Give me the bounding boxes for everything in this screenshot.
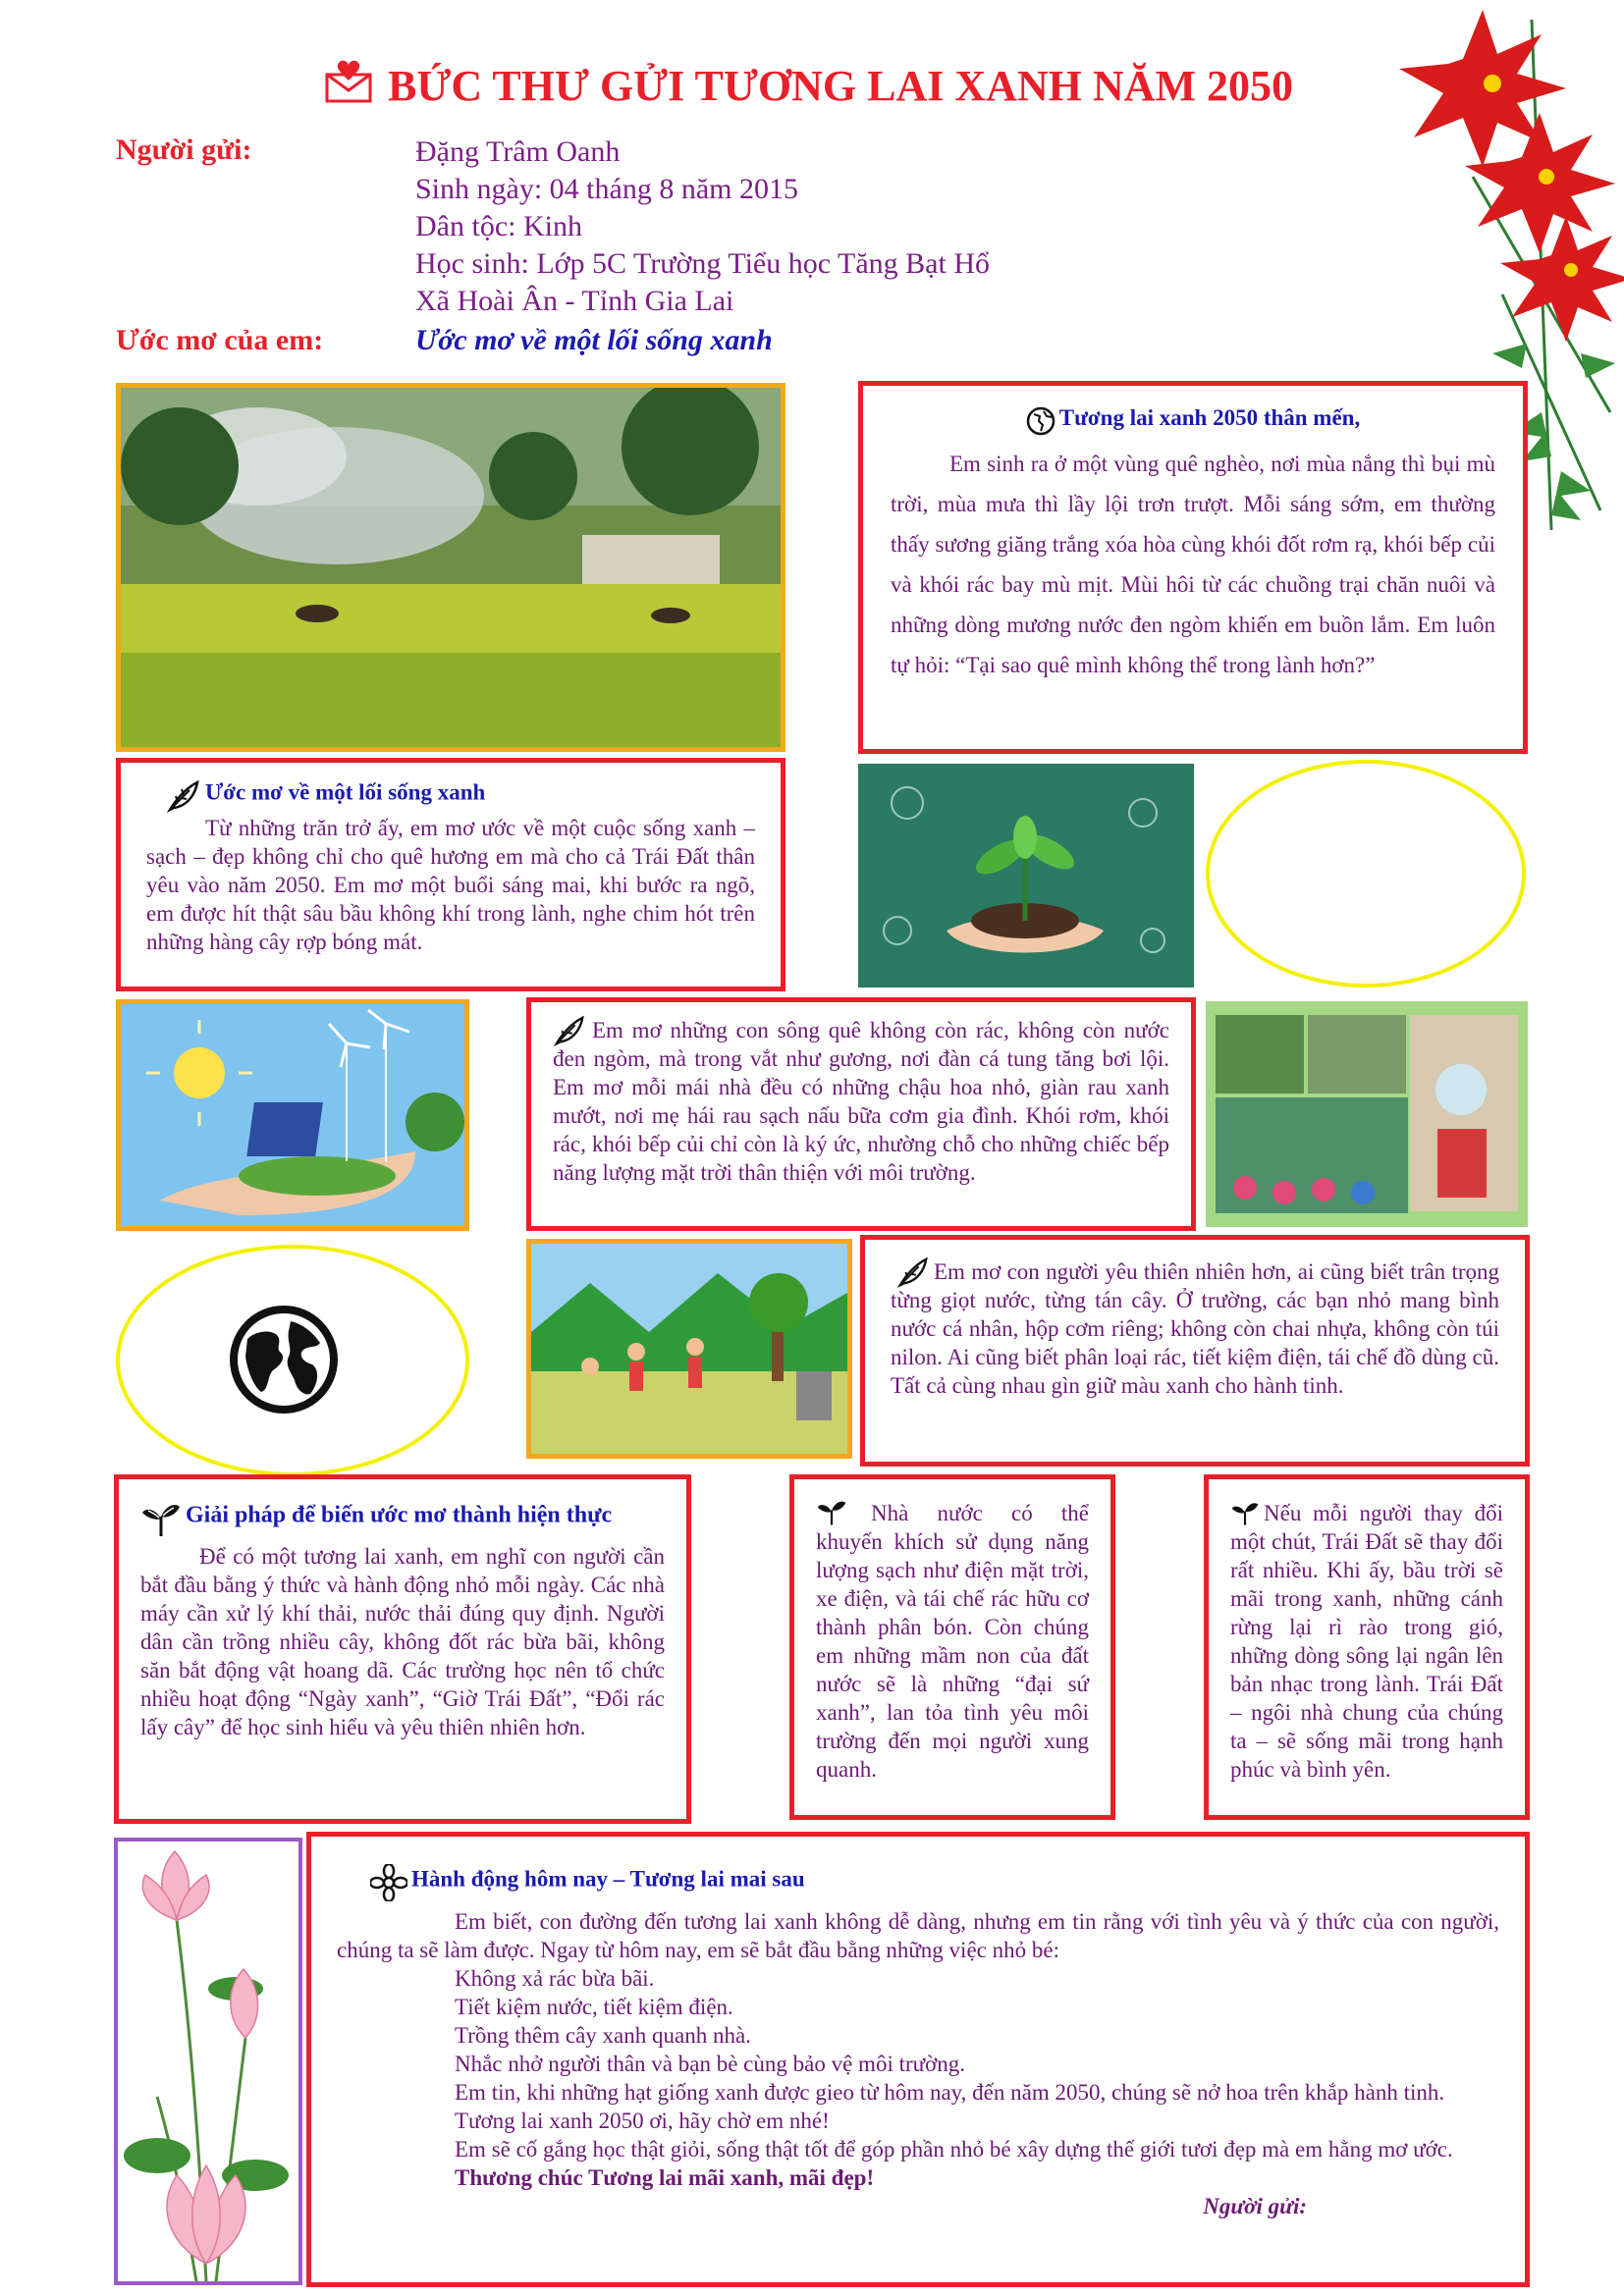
- change-box: [1204, 1474, 1530, 1820]
- garden-collage-image: [1206, 1001, 1528, 1227]
- sprout-icon: [140, 1499, 182, 1538]
- globe-icon: [1026, 406, 1056, 436]
- sender-info: [415, 133, 990, 320]
- state-box-text: Nhà nước có thể khuyến khích sử dụng năng lượng sạch như điện mặt trời, xe điện, và tái chế rác hữu cơ thành phân bón. Còn chúng em những mầm non của đất nước sẽ là những “đại sứ xanh”, lan tỏa tình yêu môi trường đến mọi người xung quanh.: [816, 1501, 1089, 1782]
- list-item: Em tin, khi những hạt giống xanh được gieo từ hôm nay, đến năm 2050, chúng sẽ nở hoa trên khắp hành tinh.: [455, 2080, 1445, 2105]
- river-box-text: Em mơ những con sông quê không còn rác, không còn nước đen ngòm, mà trong vắt như gương, nơi đàn cá tung tăng bơi lội. Em mơ mỗi mái nhà đều có những chậu hoa nhỏ, giàn rau xanh mướt, nơi mẹ hái rau sạch nấu bữa cơm gia đình. Khói rơm, khói rác, khói bếp củi chỉ còn là ký ức, nhường chỗ cho những chiếc bếp năng lượng mặt trời thân thiện với môi trường.: [553, 1018, 1169, 1185]
- sender-birth: Sinh ngày: 04 tháng 8 năm 2015: [415, 173, 798, 205]
- sender-ethnicity: Dân tộc: Kinh: [415, 210, 582, 242]
- dream-box: [116, 758, 785, 991]
- action-heading: Hành động hôm nay – Tương lai mai sau: [411, 1866, 805, 1892]
- list-item: Nhắc nhở người thân và bạn bè cùng bảo vệ môi trường.: [455, 2052, 966, 2076]
- letter-greeting: Tương lai xanh 2050 thân mến,: [1058, 405, 1361, 430]
- list-item: Tương lai xanh 2050 ơi, hãy chờ em nhé!: [455, 2109, 830, 2133]
- people-box-text: Em mơ con người yêu thiên nhiên hơn, ai cũng biết trân trọng từng giọt nước, từng tán cây. Ở trường, các bạn nhỏ mang bình nước cá nhân, hộp cơm riêng; không còn chai nhựa, không còn túi nilon. Ai cũng biết phân loại rác, tiết kiệm điện, tái chế đồ dùng cũ. Tất cả cùng nhau gìn giữ màu xanh cho hành tinh.: [891, 1259, 1499, 1398]
- river-box-body: [553, 1016, 1169, 1187]
- sender-address: Xã Hoài Ân - Tỉnh Gia Lai: [415, 285, 734, 317]
- list-item: Không xả rác bừa bãi.: [455, 1966, 655, 1991]
- sender-school: Học sinh: Lớp 5C Trường Tiểu học Tăng Bạt Hổ: [415, 247, 990, 280]
- change-box-text: Nếu mỗi người thay đổi một chút, Trái Đất sẽ thay đổi rất nhiều. Khi ấy, bầu trời sẽ mãi trong xanh, những cánh rừng lại rì rào trong gió, những dòng sông lại ngân lên bản nhạc trong lành. Trái Đất – ngôi nhà chung của chúng ta – sẽ sống mãi trong hạnh phúc và bình yên.: [1230, 1501, 1503, 1782]
- list-item: Tiết kiệm nước, tiết kiệm điện.: [455, 1995, 733, 2019]
- state-box-body: [816, 1499, 1089, 1784]
- solar-wind-image: [116, 999, 469, 1231]
- river-box: [526, 997, 1196, 1231]
- people-box: [860, 1235, 1530, 1467]
- action-intro: Em biết, con đường đến tương lai xanh không dễ dàng, nhưng em tin rằng với tình yêu và ý thức của con người, chúng ta sẽ làm được. Ngay từ hôm nay, em sẽ bắt đầu bằng những việc nhỏ bé:: [337, 1909, 1499, 1962]
- page-title: BỨC THƯ GỬI TƯƠNG LAI XANH NĂM 2050: [388, 62, 1293, 110]
- yellow-oval-globe-frame: [116, 1245, 469, 1476]
- leaf-icon: [166, 778, 201, 814]
- list-item: Em sẽ cố gắng học thật giỏi, sống thật tốt để góp phần nhỏ bé xây dựng thế giới tươi đẹp mà em hằng mơ ước.: [455, 2137, 1453, 2162]
- dream-value: Ước mơ về một lối sống xanh: [415, 324, 773, 356]
- plant-hands-image: [858, 764, 1194, 988]
- dream-label: Ước mơ của em:: [116, 324, 324, 356]
- letter-body: Em sinh ra ở một vùng quê nghèo, nơi mùa nắng thì bụi mù trời, mùa mưa thì lầy lội trơn trượt. Mỗi sáng sớm, em thường thấy sương giăng trắng xóa hòa cùng khói đốt rơm rạ, khói bếp củi và khói rác bay mù mịt. Mùi hôi từ các chuồng trại chăn nuôi và những dòng mương nước đen ngòm khiến em buồn lắm. Em luôn tự hỏi: “Tại sao quê mình không thể trong lành hơn?”: [891, 452, 1495, 678]
- letter-intro-box: [858, 381, 1528, 754]
- change-box-body: [1230, 1499, 1503, 1784]
- list-item: Trồng thêm cây xanh quanh nhà.: [455, 2023, 751, 2048]
- people-box-body: [891, 1257, 1499, 1400]
- action-box: [306, 1832, 1530, 2287]
- action-list: [337, 1964, 1499, 2192]
- sprout-icon: [816, 1497, 847, 1526]
- sender-name: Đặng Trâm Oanh: [415, 135, 621, 168]
- solution-box: [114, 1474, 691, 1824]
- flower-icon: [370, 1864, 407, 1901]
- rice-field-image: [116, 383, 785, 752]
- solution-body: Để có một tương lai xanh, em nghĩ con người cần bắt đầu bằng ý thức và hành động nhỏ mỗi ngày. Các nhà máy cần xử lý khí thải, nước thải đúng quy định. Người dân cần trồng nhiều cây, không đốt rác bừa bãi, không săn bắt động vật hoang dã. Các trường học nên tổ chức nhiều hoạt động “Ngày xanh”, “Giờ Trái Đất”, “Đổi rác lấy cây” để học sinh hiểu và yêu thiên nhiên hơn.: [140, 1544, 665, 1739]
- dream-box-body: Từ những trăn trở ấy, em mơ ước về một cuộc sống xanh – sạch – đẹp không chỉ cho quê hương em mà cho cả Trái Đất thân yêu vào năm 2050. Em mơ một buổi sáng mai, khi bước ra ngõ, em được hít thật sâu bầu không khí trong lành, nghe chim hót trên những hàng cây rợp bóng mát.: [146, 816, 755, 954]
- solution-heading: Giải pháp để biến ước mơ thành hiện thực: [186, 1502, 613, 1528]
- yellow-oval-frame: [1206, 760, 1526, 988]
- lotus-decoration: [114, 1838, 302, 2285]
- leaf-icon: [553, 1014, 586, 1047]
- children-drawing-image: [526, 1239, 852, 1459]
- sender-label: Người gửi:: [116, 133, 252, 166]
- action-closing: Thương chúc Tương lai mãi xanh, mãi đẹp!: [455, 2165, 875, 2190]
- letter-heart-icon: [324, 59, 373, 104]
- signature-label: Người gửi:: [1203, 2194, 1307, 2218]
- dream-box-heading: Ước mơ về một lối sống xanh: [205, 779, 486, 805]
- leaf-icon: [896, 1255, 930, 1289]
- globe-icon: [226, 1302, 342, 1417]
- state-box: [789, 1474, 1115, 1820]
- sprout-icon: [1230, 1499, 1260, 1526]
